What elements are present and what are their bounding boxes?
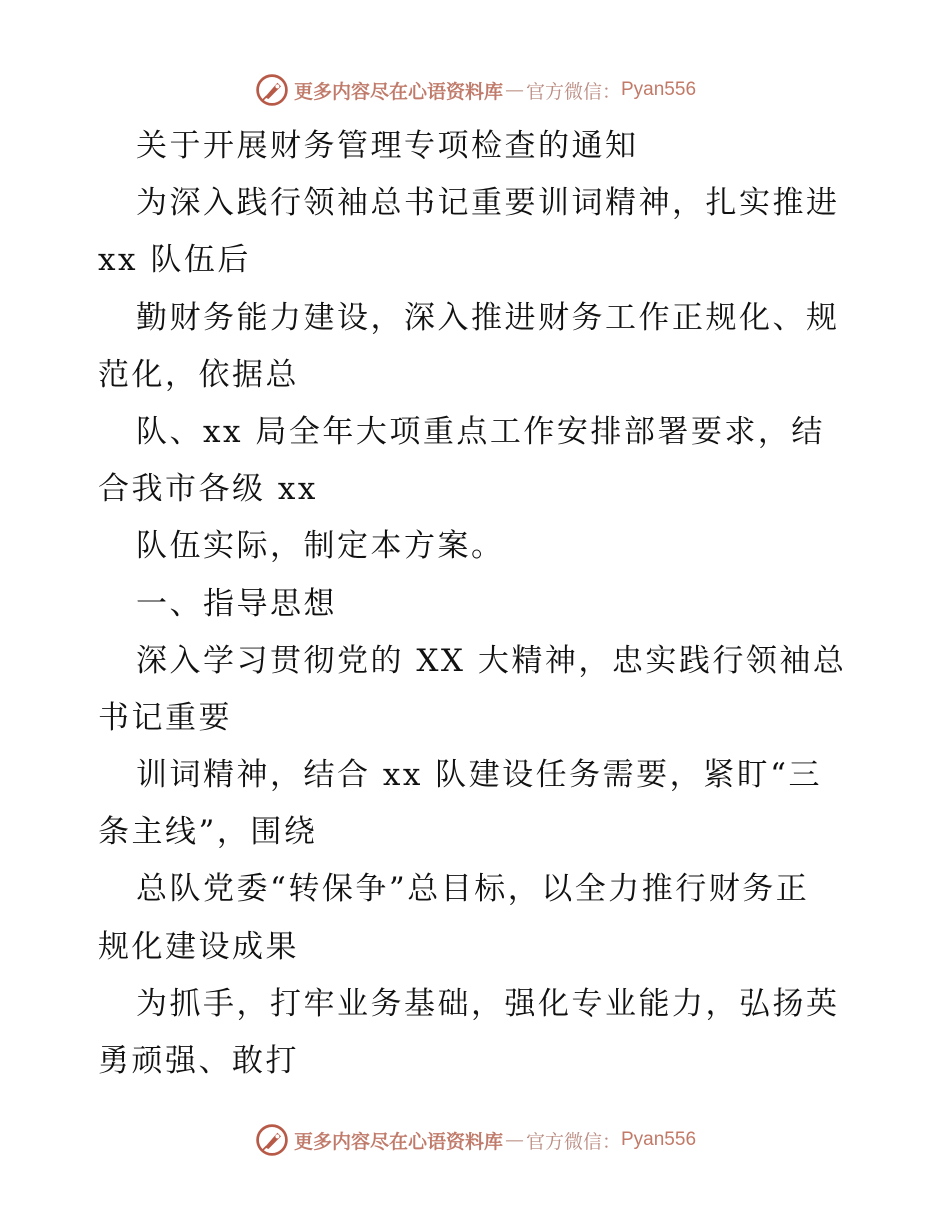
watermark-separator: —: [504, 79, 524, 101]
paragraph-line: 规化建设成果: [98, 928, 299, 965]
watermark-contact: Pyan556: [621, 79, 697, 100]
paragraph-line: 勇顽强、敢打: [98, 1043, 299, 1079]
paragraph-line: 合我市各级 xx: [98, 471, 318, 508]
paragraph-line: 勤财务能力建设，深入推进财务工作正规化、规: [136, 299, 840, 336]
paragraph-line: 训词精神，结合 xx 队建设任务需要，紧盯“三: [136, 757, 823, 794]
watermark-sub-text: 官方微信：: [525, 1130, 621, 1153]
paragraph-line: 为深入践行领袖总书记重要训词精神，扎实推进: [136, 185, 840, 222]
paragraph-line: 队伍实际，制定本方案。: [136, 528, 505, 565]
paragraph-line: 队、xx 局全年大项重点工作安排部署要求，结: [136, 413, 825, 450]
watermark-main-text: 更多内容尽在心语资料库: [293, 80, 503, 103]
watermark-banner-bottom: [0, 1120, 950, 1160]
paragraph-line: xx 队伍后: [98, 242, 251, 279]
watermark-main-text: 更多内容尽在心语资料库: [293, 1130, 503, 1153]
paragraph-line: 范化，依据总: [98, 356, 299, 393]
document-body: [98, 118, 858, 1090]
watermark-banner-top: [0, 70, 950, 110]
document-title: 关于开展财务管理专项检查的通知: [136, 128, 639, 164]
watermark-sub-text: 官方微信：: [525, 80, 621, 103]
paragraph-line: 条主线”，围绕: [98, 814, 318, 851]
pen-nib-circle-icon: [254, 1122, 290, 1158]
watermark-contact: Pyan556: [621, 1129, 697, 1150]
pen-nib-circle-icon: [254, 72, 290, 108]
watermark-separator: —: [504, 1129, 524, 1151]
section-heading: 一、指导思想: [136, 585, 337, 622]
paragraph-line: 深入学习贯彻党的 XX 大精神，忠实践行领袖总: [136, 642, 847, 679]
paragraph-line: 为抓手，打牢业务基础，强化专业能力，弘扬英: [136, 985, 840, 1022]
paragraph-line: 书记重要: [98, 699, 232, 736]
paragraph-line: 总队党委“转保争”总目标，以全力推行财务正: [136, 871, 810, 908]
